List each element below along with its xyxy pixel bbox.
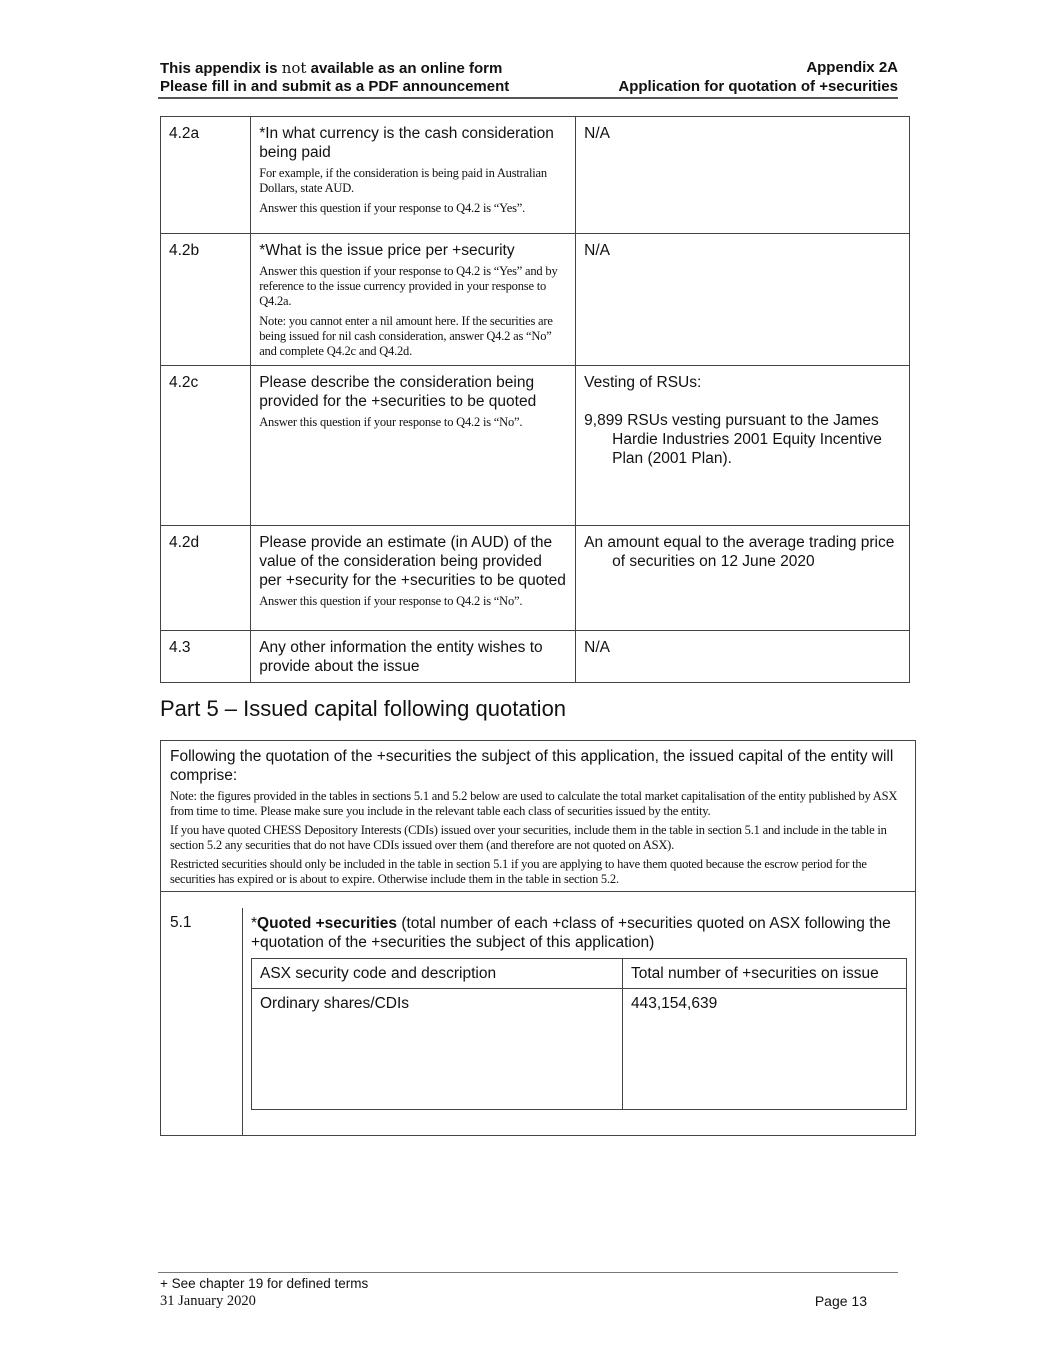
- question-note: Answer this question if your response to Q4.2 is “Yes” and by reference to the issue currency provided in your response to Q4.2a.: [259, 264, 558, 308]
- answer-cell[interactable]: [576, 526, 910, 631]
- part-5-heading: Part 5 – Issued capital following quotation: [160, 696, 567, 721]
- row-number: 4.2c: [161, 366, 251, 526]
- answer-cell[interactable]: [576, 117, 910, 234]
- security-description-cell[interactable]: Ordinary shares/CDIs: [252, 989, 623, 1110]
- question-text: *In what currency is the cash consideration being paid: [259, 125, 554, 161]
- answer-text: N/A: [584, 639, 610, 656]
- page-number: Page 13: [814, 1293, 867, 1309]
- footer-terms-note: + See chapter 19 for defined terms: [160, 1276, 369, 1291]
- header-left-line2: Please fill in and submit as a PDF announcement: [160, 78, 510, 95]
- intro-note: Note: the figures provided in the tables in sections 5.1 and 5.2 below are used to calculate the total market capitalisation of the entity published by ASX from time to time. Please make sure you include in the relevant table each class of securities issued by the entity.: [170, 789, 898, 818]
- question-cell: [251, 117, 576, 234]
- section-4-table: [160, 116, 910, 683]
- answer-text: Vesting of RSUs:: [584, 374, 702, 391]
- row-number: 4.2b: [161, 234, 251, 366]
- question-cell: [251, 631, 576, 683]
- column-header-code: ASX security code and description: [252, 959, 623, 989]
- table-row: [161, 234, 910, 366]
- table-row: [161, 117, 910, 234]
- table-header-row: [252, 959, 907, 989]
- question-cell: [251, 366, 576, 526]
- table-row: [161, 526, 910, 631]
- footer-date: 31 January 2020: [160, 1293, 256, 1309]
- answer-text: 9,899 RSUs vesting pursuant to the James Hardie Industries 2001 Equity Incentive Plan (2001 Plan).: [584, 412, 882, 467]
- question-text: Please describe the consideration being provided for the +securities to be quoted: [259, 374, 537, 410]
- question-text: *What is the issue price per +security: [259, 242, 515, 259]
- header-divider: [158, 97, 898, 99]
- part-5-table: [160, 740, 916, 1136]
- section-5-1-content: [243, 908, 915, 1135]
- answer-cell[interactable]: [576, 234, 910, 366]
- question-note: Answer this question if your response to Q4.2 is “Yes”.: [259, 201, 526, 215]
- answer-cell[interactable]: [576, 631, 910, 683]
- table-row: [161, 366, 910, 526]
- question-note: Answer this question if your response to Q4.2 is “No”.: [259, 415, 523, 429]
- intro-note: If you have quoted CHESS Depository Interests (CDIs) issued over your securities, include them in the table in section 5.1 and include in the table in section 5.2 any securities that do not have CDIs issued over them (and therefore are not quoted on ASX).: [170, 823, 887, 852]
- row-number: 4.2d: [161, 526, 251, 631]
- part-5-intro: [161, 741, 915, 892]
- page-header: [160, 59, 898, 96]
- quoted-securities-table: [251, 958, 907, 1110]
- footer-divider: [158, 1272, 898, 1273]
- row-number: 4.2a: [161, 117, 251, 234]
- question-note: Answer this question if your response to Q4.2 is “No”.: [259, 594, 523, 608]
- answer-text: N/A: [584, 125, 610, 142]
- column-header-total: Total number of +securities on issue: [623, 959, 907, 989]
- question-text: Any other information the entity wishes to provide about the issue: [259, 639, 543, 675]
- intro-text: Following the quotation of the +securities the subject of this application, the issued capital of the entity will comprise:: [170, 748, 894, 784]
- row-number: 4.3: [161, 631, 251, 683]
- question-cell: [251, 526, 576, 631]
- header-appendix-label: Appendix 2A: [806, 59, 898, 76]
- answer-cell[interactable]: [576, 366, 910, 526]
- intro-note: Restricted securities should only be included in the table in section 5.1 if you are applying to have them quoted because the escrow period for the securities has expired or is about to expire. Otherwise include them in the table in section 5.2.: [170, 857, 867, 886]
- section-5-1-row: [161, 908, 915, 1135]
- question-cell: [251, 234, 576, 366]
- question-note: For example, if the consideration is being paid in Australian Dollars, state AUD.: [259, 166, 547, 195]
- header-left-line1: This appendix is not available as an online form: [160, 59, 503, 77]
- question-text: Please provide an estimate (in AUD) of the value of the consideration being provided per +security for the +securities to be quoted: [259, 534, 566, 589]
- table-row: [161, 631, 910, 683]
- answer-text: An amount equal to the average trading price of securities on 12 June 2020: [584, 534, 895, 570]
- header-form-title: Application for quotation of +securities: [618, 78, 898, 95]
- question-note: Note: you cannot enter a nil amount here. If the securities are being issued for nil cash consideration, answer Q4.2 as “No” and complete Q4.2c and Q4.2d.: [259, 314, 553, 358]
- answer-text: N/A: [584, 242, 610, 259]
- row-number: 5.1: [161, 908, 243, 1135]
- security-total-cell[interactable]: 443,154,639: [623, 989, 907, 1110]
- table-row: [252, 989, 907, 1110]
- section-5-1-question: *Quoted +securities (total number of each +class of +securities quoted on ASX following the +quotation of the +securities the subject of this application): [251, 915, 891, 951]
